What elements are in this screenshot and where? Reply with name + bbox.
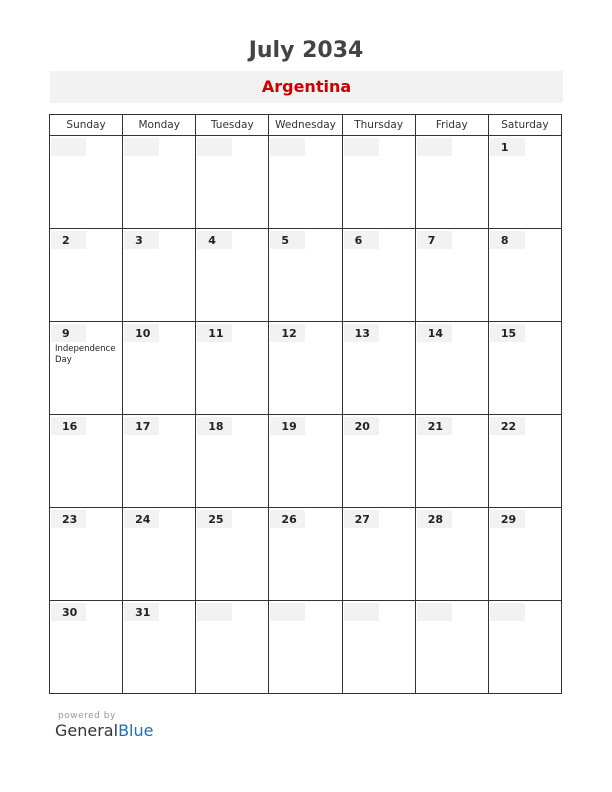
day-number: 25 bbox=[208, 513, 224, 526]
day-number: 8 bbox=[500, 234, 509, 247]
weekday-friday: Friday bbox=[415, 115, 488, 136]
day-cell bbox=[123, 601, 196, 694]
day-number: 18 bbox=[208, 420, 224, 433]
day-cell bbox=[415, 601, 488, 694]
day-number: 31 bbox=[135, 606, 151, 619]
day-number: 24 bbox=[135, 513, 151, 526]
day-cell bbox=[196, 136, 269, 229]
day-number: 13 bbox=[354, 327, 370, 340]
day-number: 21 bbox=[427, 420, 444, 433]
day-number: 16 bbox=[62, 420, 78, 433]
day-cell bbox=[269, 322, 342, 415]
brand-part-blue: Blue bbox=[118, 721, 154, 740]
day-cell bbox=[196, 415, 269, 508]
day-cell bbox=[269, 508, 342, 601]
day-number: 3 bbox=[135, 234, 143, 247]
weekday-wednesday: Wednesday bbox=[269, 115, 342, 136]
day-cell bbox=[342, 136, 415, 229]
week-row bbox=[50, 601, 562, 694]
day-number: 23 bbox=[62, 513, 78, 526]
day-number-box bbox=[270, 603, 305, 621]
day-number: 20 bbox=[354, 420, 370, 433]
day-number-box bbox=[197, 603, 232, 621]
weekday-thursday: Thursday bbox=[342, 115, 415, 136]
day-number-box bbox=[344, 138, 379, 156]
day-number-box bbox=[417, 603, 452, 621]
day-number: 17 bbox=[135, 420, 151, 433]
day-number-box bbox=[270, 138, 305, 156]
calendar-grid bbox=[49, 114, 562, 694]
day-number: 26 bbox=[281, 513, 297, 526]
day-number: 10 bbox=[135, 327, 151, 340]
day-cell bbox=[269, 229, 342, 322]
day-number-box bbox=[51, 138, 86, 156]
day-number-box bbox=[490, 603, 525, 621]
day-number-box bbox=[197, 138, 232, 156]
day-number: 22 bbox=[500, 420, 517, 433]
day-cell bbox=[123, 229, 196, 322]
calendar-title: July 2034 bbox=[248, 38, 364, 63]
weekday-tuesday: Tuesday bbox=[196, 115, 269, 136]
day-cell bbox=[50, 136, 123, 229]
subtitle-bar bbox=[50, 71, 563, 103]
powered-by-text: powered by bbox=[58, 711, 116, 721]
day-number-box bbox=[124, 138, 159, 156]
day-cell bbox=[123, 508, 196, 601]
weekday-saturday: Saturday bbox=[488, 115, 561, 136]
day-cell bbox=[415, 508, 488, 601]
day-number: 29 bbox=[500, 513, 517, 526]
day-number: 15 bbox=[500, 327, 517, 340]
day-number: 1 bbox=[500, 141, 509, 154]
day-cell bbox=[415, 229, 488, 322]
week-row bbox=[50, 508, 562, 601]
day-cell bbox=[488, 322, 561, 415]
day-cell bbox=[488, 229, 561, 322]
day-number: 30 bbox=[62, 606, 78, 619]
day-cell bbox=[488, 415, 561, 508]
day-cell bbox=[342, 508, 415, 601]
day-cell bbox=[488, 601, 561, 694]
day-cell bbox=[196, 601, 269, 694]
brand-part-general: General bbox=[55, 721, 119, 740]
day-number: 2 bbox=[62, 234, 70, 247]
weekday-sunday: Sunday bbox=[50, 115, 123, 136]
country-name: Argentina bbox=[261, 77, 352, 96]
day-number: 28 bbox=[427, 513, 444, 526]
day-cell bbox=[50, 508, 123, 601]
day-cell bbox=[50, 415, 123, 508]
holiday-label: Independence Day bbox=[55, 344, 116, 365]
day-number: 14 bbox=[427, 327, 444, 340]
day-cell bbox=[123, 136, 196, 229]
day-cell bbox=[342, 229, 415, 322]
day-cell bbox=[488, 508, 561, 601]
day-cell bbox=[269, 601, 342, 694]
day-cell bbox=[342, 601, 415, 694]
day-cell bbox=[196, 322, 269, 415]
day-number: 7 bbox=[427, 234, 436, 247]
day-cell bbox=[342, 415, 415, 508]
brand-logo[interactable] bbox=[55, 721, 153, 740]
day-cell bbox=[415, 415, 488, 508]
day-cell bbox=[342, 322, 415, 415]
day-number: 9 bbox=[62, 327, 70, 340]
day-cell bbox=[50, 229, 123, 322]
day-number: 27 bbox=[354, 513, 370, 526]
day-number-box bbox=[344, 603, 379, 621]
day-cell bbox=[269, 136, 342, 229]
day-number: 19 bbox=[281, 420, 297, 433]
day-number: 4 bbox=[208, 234, 216, 247]
week-row bbox=[50, 229, 562, 322]
day-cell bbox=[50, 322, 123, 415]
day-number: 6 bbox=[354, 234, 363, 247]
day-cell bbox=[488, 136, 561, 229]
day-cell bbox=[196, 229, 269, 322]
weekday-header-row bbox=[50, 115, 562, 136]
day-number: 12 bbox=[281, 327, 297, 340]
week-row bbox=[50, 136, 562, 229]
week-row bbox=[50, 322, 562, 415]
day-number: 5 bbox=[281, 234, 290, 247]
day-cell bbox=[123, 415, 196, 508]
weekday-monday: Monday bbox=[123, 115, 196, 136]
day-cell bbox=[123, 322, 196, 415]
day-number: 11 bbox=[208, 327, 224, 340]
day-cell bbox=[50, 601, 123, 694]
day-number-box bbox=[417, 138, 452, 156]
day-cell bbox=[196, 508, 269, 601]
day-cell bbox=[415, 322, 488, 415]
week-row bbox=[50, 415, 562, 508]
day-cell bbox=[415, 136, 488, 229]
day-cell bbox=[269, 415, 342, 508]
